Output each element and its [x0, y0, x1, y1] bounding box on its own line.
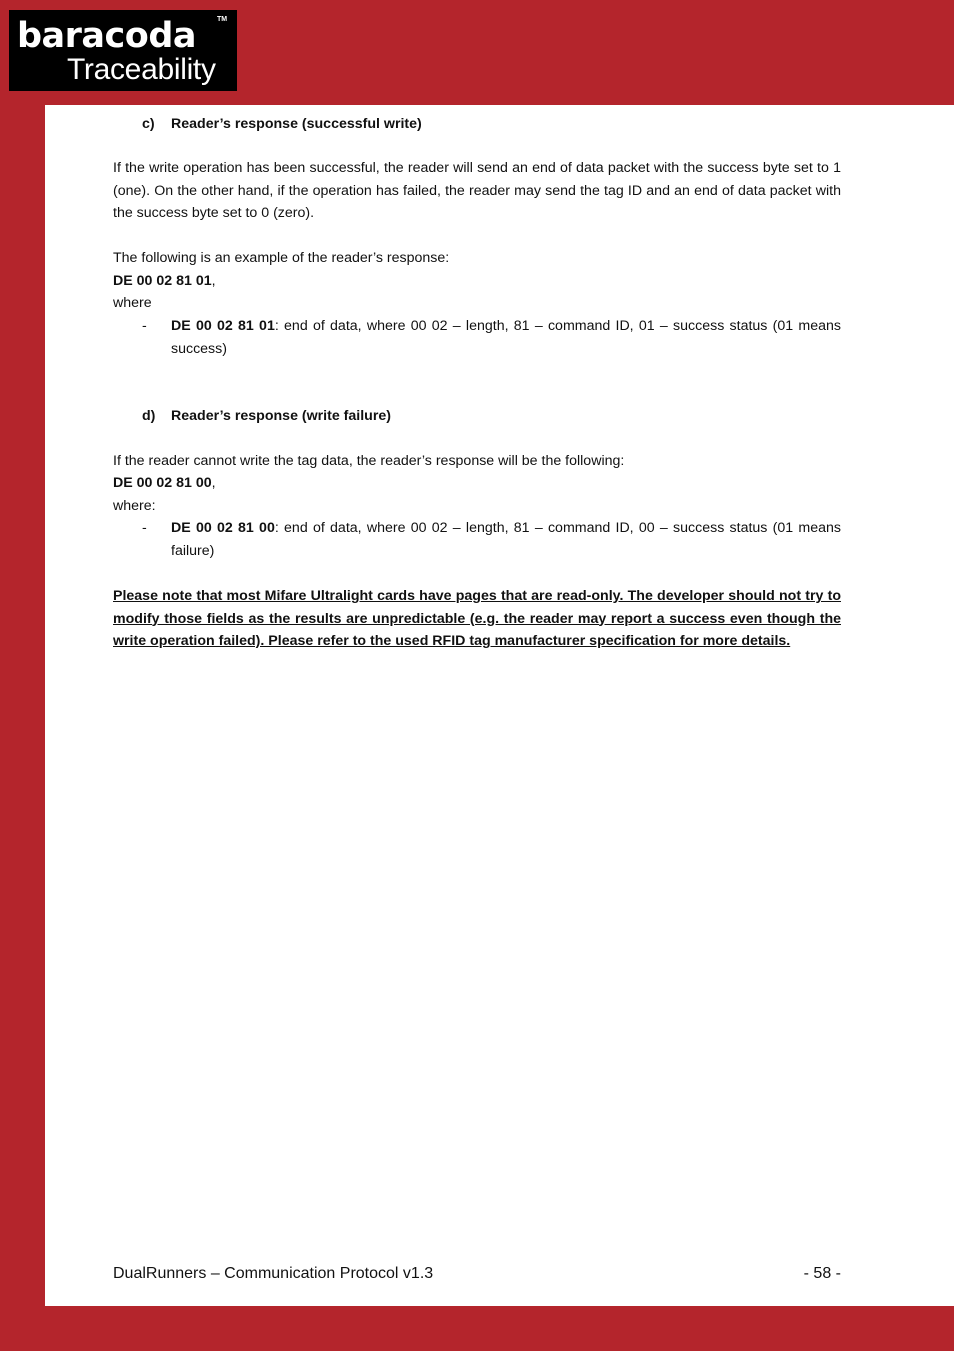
- section-c-bullet-code: DE 00 02 81 01: [171, 318, 275, 334]
- section-c-example: [113, 270, 216, 293]
- section-c-example-comma: ,: [211, 273, 216, 289]
- bullet-dash: -: [142, 318, 147, 334]
- section-d-bullet-desc: : end of data, where 00 02 – length, 81 – command ID, 00 – success status (01 means failure): [171, 520, 841, 559]
- logo-trademark: TM: [217, 16, 228, 23]
- section-c-bullet-desc: : end of data, where 00 02 – length, 81 – command ID, 01 – success status (01 means success): [171, 318, 841, 357]
- baracoda-logo: [9, 10, 237, 91]
- section-d-where: where:: [113, 498, 156, 514]
- section-d-letter: d): [142, 408, 156, 424]
- section-c-where: where: [113, 295, 152, 311]
- important-note: Please note that most Mifare Ultralight cards have pages that are read-only. The developer should not try to modify those fields as the results are unpredictable (e.g. the reader may report a success even though the write operation failed). Please refer to the used RFID tag manufacturer specification for more details.: [113, 588, 841, 649]
- section-c-title: Reader’s response (successful write): [171, 116, 422, 132]
- section-c-paragraph: If the write operation has been successful, the reader will send an end of data packet with the success byte set to 1 (one). On the other hand, if the operation has failed, the reader may send the tag ID and an end of data packet with the success byte set to 0 (zero).: [113, 160, 841, 221]
- footer-title: DualRunners – Communication Protocol v1.3: [113, 1265, 434, 1282]
- section-c-bullet-text: [171, 315, 841, 360]
- logo-subtitle: Traceability: [67, 53, 216, 86]
- section-c-example-code: DE 00 02 81 01: [113, 273, 212, 289]
- page-footer: [113, 1265, 841, 1283]
- page-number: - 58 -: [803, 1265, 841, 1282]
- section-d-bullet-code: DE 00 02 81 00: [171, 520, 275, 536]
- section-d-example: [113, 472, 216, 495]
- section-d-title: Reader’s response (write failure): [171, 408, 391, 424]
- section-c-example-intro: The following is an example of the reader’s response:: [113, 250, 450, 266]
- section-d-example-comma: ,: [211, 475, 216, 491]
- section-d-bullet-text: [171, 517, 841, 562]
- document-page: [45, 105, 954, 1306]
- section-c-letter: c): [142, 116, 155, 132]
- bullet-dash: -: [142, 520, 147, 536]
- section-d-example-code: DE 00 02 81 00: [113, 475, 212, 491]
- section-d-paragraph: If the reader cannot write the tag data, the reader’s response will be the following:: [113, 453, 625, 469]
- logo-brand: baracoda: [17, 16, 197, 56]
